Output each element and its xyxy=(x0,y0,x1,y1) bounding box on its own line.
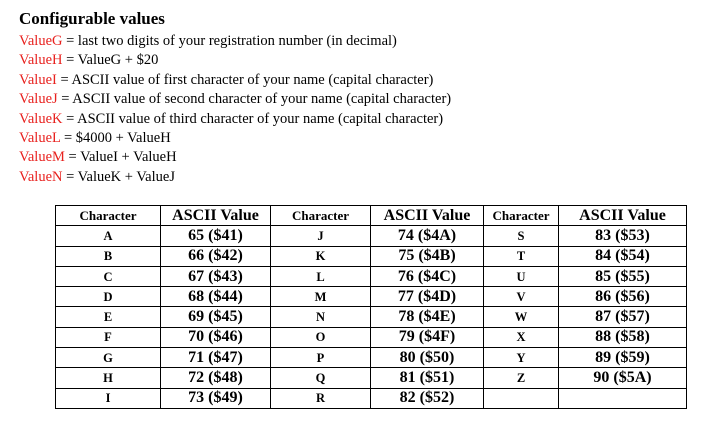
value-definition: = ASCII value of third character of your name (capital character) xyxy=(62,110,444,127)
ascii-value-cell: 65 ($41) xyxy=(161,226,271,246)
table-row xyxy=(56,388,687,408)
character-cell: Z xyxy=(484,368,559,388)
value-name: ValueG xyxy=(19,33,63,49)
ascii-value-cell: 77 ($4D) xyxy=(371,287,484,307)
definition-item xyxy=(19,110,451,129)
column-header: Character xyxy=(56,206,161,226)
value-definition: = ASCII value of second character of your name (capital character) xyxy=(57,91,452,108)
table-row xyxy=(56,266,687,286)
character-cell: D xyxy=(56,287,161,307)
ascii-value-cell: 69 ($45) xyxy=(161,307,271,327)
table-row xyxy=(56,348,687,368)
character-cell: Q xyxy=(271,368,371,388)
value-name: ValueM xyxy=(19,149,65,166)
ascii-value-cell: 87 ($57) xyxy=(559,307,687,327)
definitions-list xyxy=(19,32,451,187)
character-cell: R xyxy=(271,388,371,408)
definition-item xyxy=(19,51,451,70)
ascii-value-cell: 84 ($54) xyxy=(559,246,687,266)
column-header: Character xyxy=(484,206,559,226)
column-header: ASCII Value xyxy=(559,206,687,226)
definition-item xyxy=(19,129,451,148)
table-row xyxy=(56,307,687,327)
value-definition: = last two digits of your registration number (in decimal) xyxy=(62,33,397,49)
character-cell: N xyxy=(271,307,371,327)
character-cell: B xyxy=(56,246,161,266)
character-cell: G xyxy=(56,348,161,368)
value-name: ValueK xyxy=(19,110,63,127)
column-header: ASCII Value xyxy=(161,206,271,226)
ascii-value-cell: 83 ($53) xyxy=(559,226,687,246)
column-header: Character xyxy=(271,206,371,226)
ascii-value-cell: 68 ($44) xyxy=(161,287,271,307)
column-header: ASCII Value xyxy=(371,206,484,226)
definition-item xyxy=(19,148,451,167)
definition-item xyxy=(19,168,451,187)
ascii-value-cell: 67 ($43) xyxy=(161,266,271,286)
value-name: ValueI xyxy=(19,71,57,88)
character-cell: L xyxy=(271,266,371,286)
table-row xyxy=(56,246,687,266)
ascii-value-cell: 72 ($48) xyxy=(161,368,271,388)
ascii-value-cell: 79 ($4F) xyxy=(371,327,484,347)
table-header-row xyxy=(56,206,687,226)
character-cell: P xyxy=(271,348,371,368)
ascii-value-cell: 85 ($55) xyxy=(559,266,687,286)
table-row xyxy=(56,287,687,307)
ascii-value-cell: 78 ($4E) xyxy=(371,307,484,327)
character-cell: U xyxy=(484,266,559,286)
character-cell: C xyxy=(56,266,161,286)
definition-item xyxy=(19,90,451,109)
value-name: ValueL xyxy=(19,129,61,146)
character-cell: J xyxy=(271,226,371,246)
table-row xyxy=(56,327,687,347)
ascii-value-cell: 90 ($5A) xyxy=(559,368,687,388)
ascii-value-cell xyxy=(559,388,687,408)
table-row xyxy=(56,368,687,388)
ascii-value-cell: 80 ($50) xyxy=(371,348,484,368)
ascii-value-cell: 73 ($49) xyxy=(161,388,271,408)
value-definition: = ASCII value of first character of your name (capital character) xyxy=(56,71,434,88)
ascii-table xyxy=(55,205,687,409)
character-cell: K xyxy=(271,246,371,266)
character-cell: I xyxy=(56,388,161,408)
character-cell: F xyxy=(56,327,161,347)
ascii-value-cell: 81 ($51) xyxy=(371,368,484,388)
ascii-value-cell: 89 ($59) xyxy=(559,348,687,368)
character-cell: O xyxy=(271,327,371,347)
ascii-value-cell: 66 ($42) xyxy=(161,246,271,266)
character-cell: H xyxy=(56,368,161,388)
character-cell: Y xyxy=(484,348,559,368)
ascii-value-cell: 86 ($56) xyxy=(559,287,687,307)
character-cell: E xyxy=(56,307,161,327)
ascii-value-cell: 71 ($47) xyxy=(161,348,271,368)
value-definition: = ValueI + ValueH xyxy=(64,149,177,166)
definition-item xyxy=(19,71,451,90)
ascii-value-cell: 70 ($46) xyxy=(161,327,271,347)
value-definition: = ValueG + $20 xyxy=(62,52,159,69)
value-definition: = $4000 + ValueH xyxy=(60,129,171,146)
character-cell: X xyxy=(484,327,559,347)
value-definition: = ValueK + ValueJ xyxy=(62,168,175,185)
character-cell xyxy=(484,388,559,408)
character-cell: W xyxy=(484,307,559,327)
character-cell: S xyxy=(484,226,559,246)
page-heading: Configurable values xyxy=(19,9,165,28)
ascii-value-cell: 82 ($52) xyxy=(371,388,484,408)
value-name: ValueJ xyxy=(19,91,58,108)
ascii-value-cell: 74 ($4A) xyxy=(371,226,484,246)
ascii-value-cell: 88 ($58) xyxy=(559,327,687,347)
character-cell: A xyxy=(56,226,161,246)
definition-item xyxy=(19,32,451,51)
character-cell: V xyxy=(484,287,559,307)
ascii-value-cell: 76 ($4C) xyxy=(371,266,484,286)
value-name: ValueH xyxy=(19,52,63,69)
table-row xyxy=(56,226,687,246)
character-cell: T xyxy=(484,246,559,266)
value-name: ValueN xyxy=(19,168,63,185)
character-cell: M xyxy=(271,287,371,307)
ascii-value-cell: 75 ($4B) xyxy=(371,246,484,266)
